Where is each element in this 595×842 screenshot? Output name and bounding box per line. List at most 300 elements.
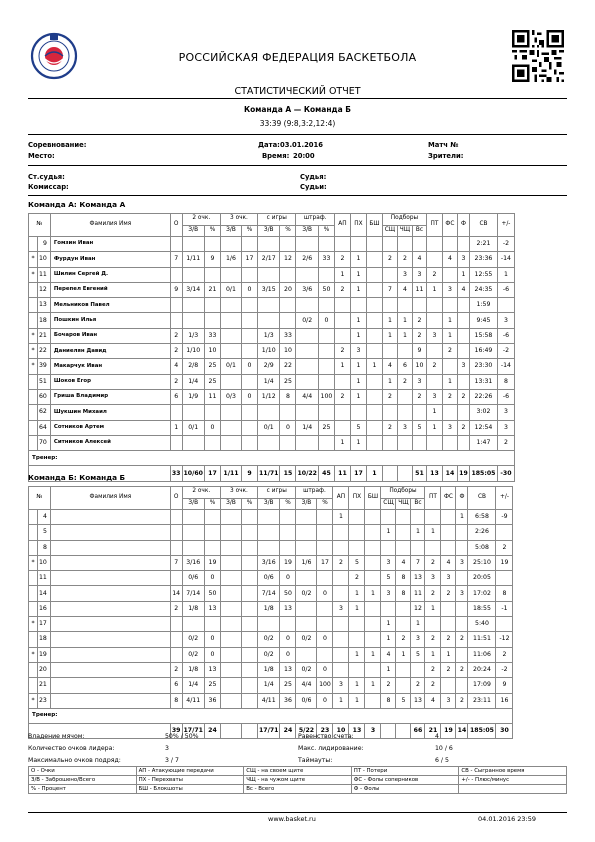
stat-sv: 13:31 [469, 374, 497, 389]
stat-af: 7/14 [257, 586, 279, 601]
stat-sv: 2:26 [468, 525, 496, 540]
stat-vs: 11 [412, 282, 426, 297]
stat-pt [425, 540, 441, 555]
steals-header: ПХ [349, 487, 365, 510]
stat-pft: 0 [317, 586, 333, 601]
stat-p2: 9 [204, 252, 220, 267]
stat-pft: 0 [317, 693, 333, 708]
stat-p3 [241, 405, 257, 420]
stat-pt [425, 617, 441, 632]
stat-pt: 1 [426, 405, 442, 420]
stat-p3 [241, 586, 257, 601]
stat-p2: 25 [204, 374, 220, 389]
stat-sch: 1 [381, 617, 396, 632]
player-number: 14 [38, 586, 51, 601]
stat-p3: 0 [241, 389, 257, 404]
stat-sv: 15:58 [469, 328, 497, 343]
stat-sv: 11:51 [468, 632, 496, 647]
stat-pf: 0 [280, 632, 296, 647]
time-value: 20:00 [293, 152, 315, 160]
stat-px: 1 [350, 328, 366, 343]
stat-px: 1 [350, 435, 366, 450]
stat-pt: 1 [425, 525, 441, 540]
stat-px [349, 510, 365, 525]
player-name: Бочаров Иван [50, 328, 170, 343]
stat-p2 [204, 525, 220, 540]
stat-a2 [182, 540, 204, 555]
stat-pm: 3 [497, 420, 514, 435]
stat-a2 [182, 510, 204, 525]
stat-sv: 16:49 [469, 344, 497, 359]
stat-a2: 2/8 [182, 359, 204, 374]
total-a2: 10/60 [182, 466, 204, 481]
stat-ap [333, 647, 349, 662]
steals-header: ПХ [350, 214, 366, 237]
player-row [29, 632, 513, 647]
stat-pf: 20 [280, 282, 296, 297]
field-made-header: З/В [257, 498, 279, 510]
stat-a2: 1/4 [182, 678, 204, 693]
stat-af: 1/4 [257, 678, 279, 693]
stat-pft [318, 344, 334, 359]
max-run-label: Максимально очков подряд: [28, 757, 121, 764]
stat-fs: 2 [442, 344, 457, 359]
stat-af: 1/10 [257, 344, 279, 359]
free-throw-header: штраф. [296, 487, 333, 499]
total-p2: 24 [204, 724, 220, 739]
player-name: Мельников Павел [50, 298, 170, 313]
stat-chsh: 5 [396, 693, 411, 708]
stat-o [170, 617, 182, 632]
stat-p3 [241, 374, 257, 389]
stat-bsh [366, 344, 382, 359]
player-number: 11 [38, 267, 51, 282]
stat-chsh: 6 [397, 359, 412, 374]
stat-p2 [204, 313, 220, 328]
stat-pf [280, 237, 296, 252]
total-reb-header: Вс [412, 225, 426, 237]
stat-bsh [366, 405, 382, 420]
ft-pct-header: % [317, 498, 333, 510]
stat-o: 7 [170, 252, 182, 267]
stat-sv: 9:45 [469, 313, 497, 328]
stat-a2 [182, 237, 204, 252]
stat-chsh [397, 389, 412, 404]
player-name: Гомзин Иван [50, 237, 170, 252]
coach-label: Тренер: [29, 708, 513, 723]
player-row [29, 693, 513, 708]
stat-vs: 1 [411, 525, 425, 540]
officials-divider [28, 195, 567, 196]
stat-a3 [220, 647, 241, 662]
legend-item: СЩ - на своем щите [244, 767, 352, 776]
stat-pt [426, 374, 442, 389]
player-number: 13 [38, 298, 51, 313]
stat-ap [334, 405, 350, 420]
minutes-header: СВ [469, 214, 497, 237]
stat-pm: -2 [497, 344, 514, 359]
ties-value: 4 [435, 733, 439, 740]
stat-o [170, 298, 182, 313]
player-row [29, 282, 515, 297]
stat-aft [296, 540, 317, 555]
stat-o: 6 [170, 678, 182, 693]
stat-pf: 19 [280, 555, 296, 570]
stat-p2 [204, 237, 220, 252]
stat-a2: 0/2 [182, 647, 204, 662]
stat-pt: 1 [425, 601, 441, 616]
stat-sv: 1:47 [469, 435, 497, 450]
footer-site-link[interactable]: www.basket.ru [268, 815, 316, 823]
stat-px: 1 [350, 282, 366, 297]
place-label: Место: [28, 152, 55, 160]
player-name [50, 632, 170, 647]
stat-bsh: 1 [365, 678, 381, 693]
stat-ap: 2 [334, 282, 350, 297]
player-name [50, 617, 170, 632]
stat-aft [296, 359, 318, 374]
stat-p2: 21 [204, 282, 220, 297]
player-name [50, 647, 170, 662]
stat-p2: 0 [204, 571, 220, 586]
team-a-stats-table [28, 213, 515, 482]
starter-mark: * [29, 647, 38, 662]
plus-minus-header: +/- [497, 214, 514, 237]
stat-px: 1 [350, 359, 366, 374]
two-point-header: 2 очк. [182, 214, 220, 226]
stat-a2: 0/2 [182, 632, 204, 647]
stat-bsh [366, 237, 382, 252]
stat-sv: 25:10 [468, 555, 496, 570]
name-header: Фамилия Имя [50, 214, 170, 237]
stat-o [170, 267, 182, 282]
stat-ap: 1 [334, 435, 350, 450]
stat-p2 [204, 540, 220, 555]
stat-aft: 1/6 [296, 555, 317, 570]
stat-pft [318, 267, 334, 282]
stat-af: 3/15 [257, 282, 279, 297]
three-pct-header: % [241, 225, 257, 237]
stat-fs: 3 [442, 282, 457, 297]
stat-sch: 5 [381, 571, 396, 586]
stat-aft [296, 237, 318, 252]
stat-pm: 2 [496, 540, 513, 555]
player-row [29, 601, 513, 616]
total-ap: 10 [333, 724, 349, 739]
stat-p3 [241, 647, 257, 662]
stat-px [349, 540, 365, 555]
stat-p3 [241, 298, 257, 313]
stat-p2 [204, 617, 220, 632]
stat-vs: 2 [412, 389, 426, 404]
legend-item: О - Очки [29, 767, 137, 776]
stat-chsh [396, 617, 411, 632]
starter-mark: * [29, 555, 38, 570]
stat-vs [411, 510, 425, 525]
stat-ap [333, 540, 349, 555]
stat-px: 2 [349, 571, 365, 586]
stat-pm [496, 617, 513, 632]
stat-pt: 2 [425, 586, 441, 601]
three-point-header: 3 очк. [220, 214, 257, 226]
stat-a2 [182, 267, 204, 282]
stat-p2 [204, 435, 220, 450]
stat-fs [441, 617, 456, 632]
stat-fs [441, 525, 456, 540]
total-chsh [396, 724, 411, 739]
stat-px [350, 298, 366, 313]
stat-p3 [241, 693, 257, 708]
starter-mark [29, 298, 38, 313]
stat-pft [318, 328, 334, 343]
stat-chsh: 1 [396, 647, 411, 662]
stat-f [456, 617, 468, 632]
stat-f [456, 571, 468, 586]
stat-ap: 3 [333, 601, 349, 616]
stat-fs [441, 678, 456, 693]
stat-sv: 11:06 [468, 647, 496, 662]
stat-chsh [397, 237, 412, 252]
stat-p3 [241, 313, 257, 328]
player-number: 9 [38, 237, 51, 252]
stat-pft [317, 647, 333, 662]
player-name: Перепел Евгений [50, 282, 170, 297]
stat-o: 2 [170, 374, 182, 389]
stat-pm: 3 [497, 405, 514, 420]
stat-vs: 2 [412, 313, 426, 328]
starter-mark [29, 601, 38, 616]
stat-af: 2/17 [257, 252, 279, 267]
stat-a2 [182, 617, 204, 632]
stat-a2: 0/1 [182, 420, 204, 435]
score-divider [28, 134, 567, 135]
player-number: 21 [38, 328, 51, 343]
total-p3 [241, 724, 257, 739]
total-vs: 66 [411, 724, 425, 739]
player-name: Шилин Сергей Д. [50, 267, 170, 282]
stat-chsh: 8 [396, 586, 411, 601]
stat-pf [280, 510, 296, 525]
stat-aft [296, 525, 317, 540]
total-sch [382, 466, 397, 481]
stat-p3 [241, 555, 257, 570]
stat-f: 3 [457, 359, 469, 374]
stat-a2: 1/10 [182, 344, 204, 359]
total-pt: 13 [426, 466, 442, 481]
starter-mark: * [29, 328, 38, 343]
legend-row [29, 767, 567, 776]
stat-ap: 1 [333, 510, 349, 525]
total-pft: 45 [318, 466, 334, 481]
stat-a2: 1/4 [182, 374, 204, 389]
stat-fs [441, 540, 456, 555]
stat-a2: 1/3 [182, 328, 204, 343]
stat-pm: -9 [496, 510, 513, 525]
leader-points-label: Количество очков лидера: [28, 745, 115, 752]
stat-a2 [182, 525, 204, 540]
player-name [50, 571, 170, 586]
stat-px [349, 632, 365, 647]
stat-fs: 2 [441, 586, 456, 601]
stat-pt: 3 [426, 328, 442, 343]
stat-ap: 2 [333, 555, 349, 570]
stat-pt [426, 313, 442, 328]
stat-chsh [396, 540, 411, 555]
rebounds-header: Подборы [381, 487, 425, 499]
plus-minus-header: +/- [496, 487, 513, 510]
stat-o: 2 [170, 601, 182, 616]
stat-pt: 1 [426, 420, 442, 435]
stat-af [257, 298, 279, 313]
stat-af [257, 540, 279, 555]
stat-fs [442, 267, 457, 282]
stat-pm: -6 [497, 282, 514, 297]
stat-chsh: 1 [397, 313, 412, 328]
player-number: 22 [38, 344, 51, 359]
ft-made-header: З/В [296, 498, 317, 510]
stat-ap [333, 617, 349, 632]
total-a3: 1/11 [220, 466, 241, 481]
coach-label: Тренер: [29, 451, 515, 466]
stat-pm: -12 [496, 632, 513, 647]
stat-aft [296, 601, 317, 616]
legend-item: СВ - Сыгранное время [459, 767, 567, 776]
stat-a3: 0/3 [220, 389, 241, 404]
player-row [29, 420, 515, 435]
stat-p3 [241, 420, 257, 435]
stat-ap: 1 [334, 359, 350, 374]
stat-fs: 2 [441, 632, 456, 647]
stat-af: 0/2 [257, 632, 279, 647]
stat-a3 [220, 555, 241, 570]
total-pft: 23 [317, 724, 333, 739]
field-made-header: З/В [257, 225, 279, 237]
stat-bsh: 1 [366, 359, 382, 374]
stat-af: 0/1 [257, 420, 279, 435]
starter-mark [29, 435, 38, 450]
legend-item: АП - Атакующие передачи [136, 767, 244, 776]
player-row [29, 571, 513, 586]
stat-o [170, 525, 182, 540]
stat-sv: 18:55 [468, 601, 496, 616]
max-lead-label: Макс. лидирование: [298, 745, 364, 752]
stat-vs [412, 405, 426, 420]
stat-f [456, 647, 468, 662]
stat-pt: 2 [425, 678, 441, 693]
stat-pft [317, 601, 333, 616]
stat-aft [296, 435, 318, 450]
player-number: 23 [38, 693, 51, 708]
header-divider [28, 98, 567, 99]
player-number: 60 [38, 389, 51, 404]
stat-ap [333, 571, 349, 586]
two-made-header: З/В [182, 498, 204, 510]
free-throw-header: штраф. [296, 214, 334, 226]
stat-aft: 0/2 [296, 313, 318, 328]
num-header: № [29, 214, 51, 237]
total-af: 17/71 [257, 724, 279, 739]
stat-pt [426, 344, 442, 359]
stat-a3 [220, 328, 241, 343]
stat-f: 1 [457, 267, 469, 282]
leader-points-value: 3 [165, 745, 169, 752]
stat-sch: 2 [382, 420, 397, 435]
stat-f [456, 525, 468, 540]
stat-a2: 3/14 [182, 282, 204, 297]
stat-a2: 0/6 [182, 571, 204, 586]
starter-mark: * [29, 617, 38, 632]
stat-fs [441, 510, 456, 525]
team-a-stats-body [29, 214, 515, 482]
stat-px: 3 [350, 344, 366, 359]
stat-pft: 25 [318, 420, 334, 435]
stat-sch: 3 [381, 586, 396, 601]
total-p2: 17 [204, 466, 220, 481]
stat-sch: 1 [382, 313, 397, 328]
stat-vs: 5 [411, 647, 425, 662]
stat-pft: 0 [317, 662, 333, 677]
stat-a3: 0/1 [220, 359, 241, 374]
stat-o: 4 [170, 359, 182, 374]
stat-aft: 0/2 [296, 632, 317, 647]
fouls-drawn-header: ФС [441, 487, 456, 510]
possession-value: 50% / 50% [165, 733, 199, 740]
stat-f [457, 344, 469, 359]
player-row [29, 555, 513, 570]
stat-a3 [220, 374, 241, 389]
stat-sv: 3:02 [469, 405, 497, 420]
stat-pf [280, 267, 296, 282]
stat-fs: 1 [442, 374, 457, 389]
total-px: 13 [349, 724, 365, 739]
stat-o: 14 [170, 586, 182, 601]
stat-vs: 13 [411, 571, 425, 586]
stat-sv: 2:21 [469, 237, 497, 252]
stat-fs [442, 405, 457, 420]
player-name: Гриша Владимир [50, 389, 170, 404]
stat-p3 [241, 632, 257, 647]
stat-chsh [396, 678, 411, 693]
stat-p2: 13 [204, 662, 220, 677]
player-row [29, 435, 515, 450]
starter-mark [29, 678, 38, 693]
stat-vs: 5 [412, 420, 426, 435]
stat-pf: 0 [280, 420, 296, 435]
player-name [50, 662, 170, 677]
stat-px: 5 [349, 555, 365, 570]
total-o: 33 [170, 466, 182, 481]
stat-o: 9 [170, 282, 182, 297]
starter-mark [29, 525, 38, 540]
rebounds-header: Подборы [382, 214, 426, 226]
starter-mark [29, 420, 38, 435]
stat-chsh: 8 [396, 571, 411, 586]
stat-vs: 4 [412, 252, 426, 267]
stat-bsh [365, 632, 381, 647]
player-row [29, 647, 513, 662]
stat-sch [382, 267, 397, 282]
stat-fs: 3 [441, 693, 456, 708]
starter-mark [29, 540, 38, 555]
stat-p3 [241, 662, 257, 677]
stat-pf: 33 [280, 328, 296, 343]
player-row [29, 540, 513, 555]
player-row [29, 389, 515, 404]
stat-bsh [366, 252, 382, 267]
stat-p3 [241, 344, 257, 359]
judge-label: Судья: [300, 173, 327, 181]
legend-item: % - Процент [29, 785, 137, 794]
